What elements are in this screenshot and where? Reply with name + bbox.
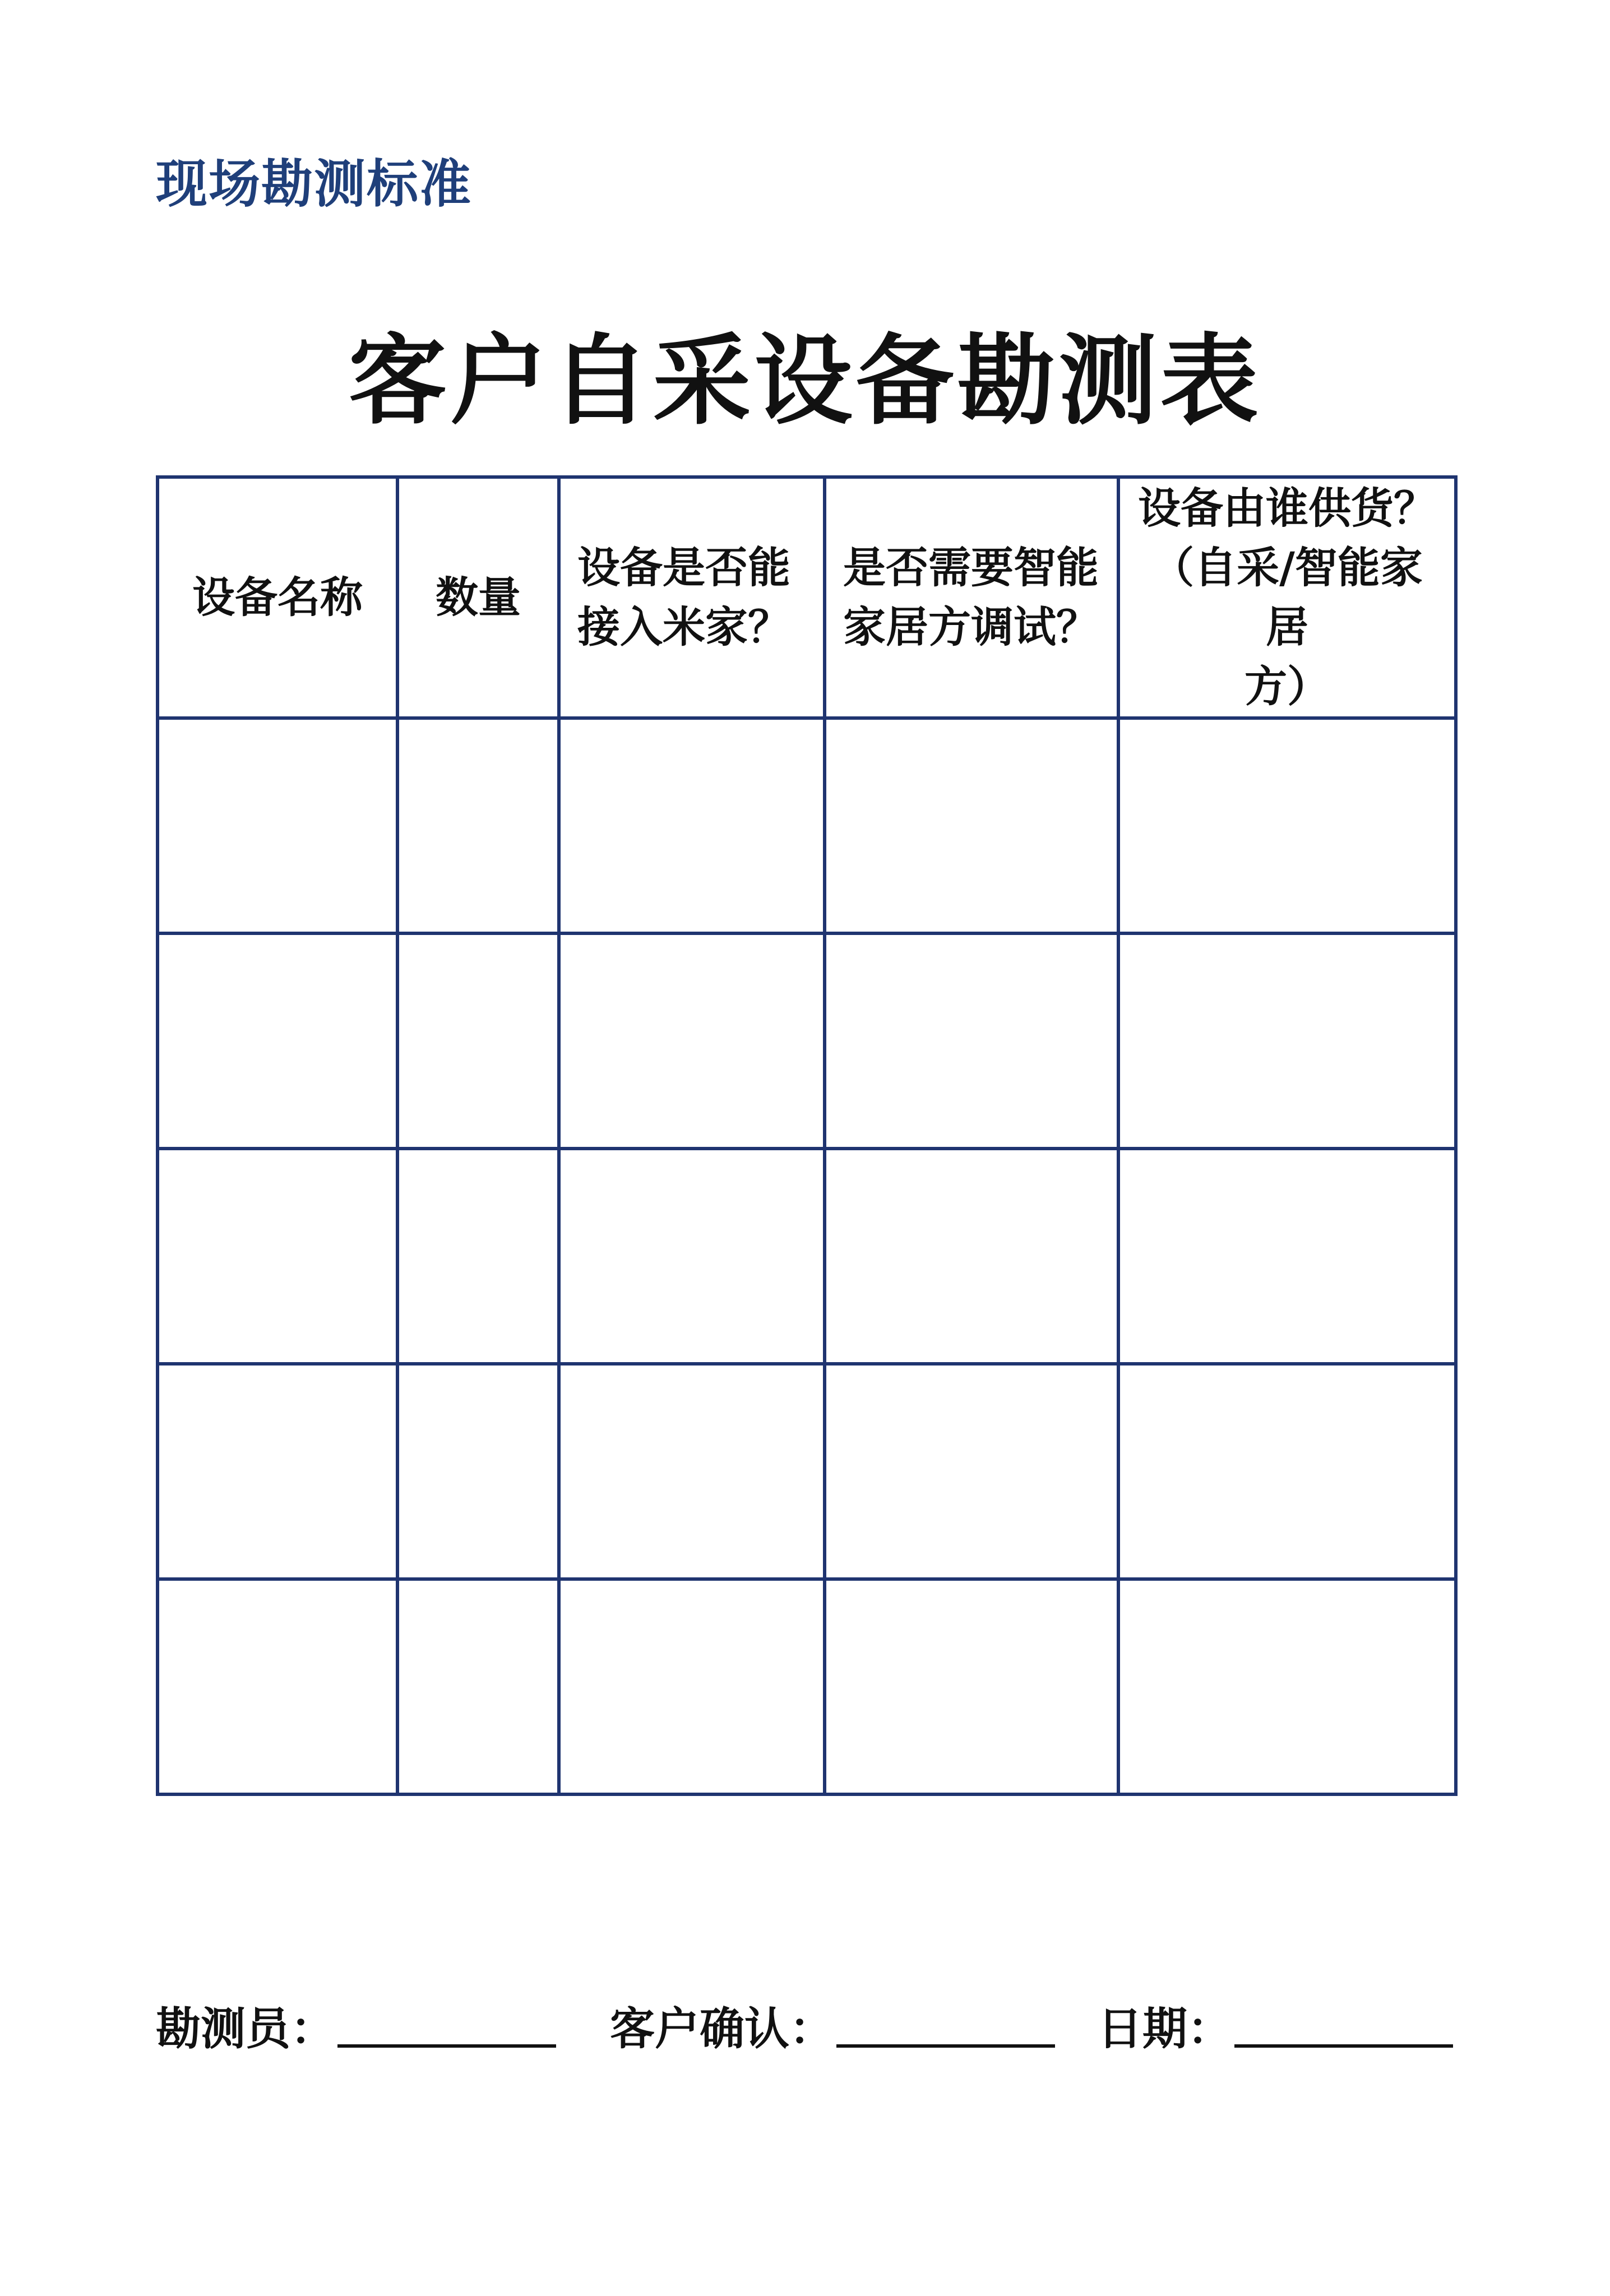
table-cell[interactable] — [1118, 933, 1456, 1149]
customer-confirm-field — [610, 1998, 1055, 2060]
signature-bar — [156, 1998, 1454, 2060]
table-cell[interactable] — [825, 1364, 1118, 1579]
column-header-line: 是否需要智能 — [843, 543, 1099, 592]
column-header-supplier — [1118, 477, 1456, 718]
table-cell[interactable] — [1118, 1579, 1456, 1794]
column-header-line: 家居方调试？ — [843, 602, 1099, 652]
table-row — [158, 718, 1456, 933]
table-cell[interactable] — [559, 933, 825, 1149]
date-field — [1098, 1998, 1453, 2060]
table-cell[interactable] — [397, 718, 559, 933]
column-header-needs-debugging — [825, 477, 1118, 718]
table-cell[interactable] — [559, 1149, 825, 1364]
surveyor-signature-line[interactable] — [337, 2044, 556, 2048]
table-cell[interactable] — [559, 718, 825, 933]
table-cell[interactable] — [825, 1579, 1118, 1794]
table-cell[interactable] — [1118, 1364, 1456, 1579]
column-header-quantity — [397, 477, 559, 718]
table-cell[interactable] — [1118, 1149, 1456, 1364]
column-header-label: 设备名称 — [192, 572, 363, 622]
table-cell[interactable] — [397, 933, 559, 1149]
table-cell[interactable] — [397, 1149, 559, 1364]
table-cell[interactable] — [397, 1364, 559, 1579]
table-cell[interactable] — [825, 718, 1118, 933]
table-cell[interactable] — [397, 1579, 559, 1794]
survey-table — [156, 475, 1458, 1796]
table-row — [158, 933, 1456, 1149]
table-cell[interactable] — [158, 1149, 397, 1364]
table-cell[interactable] — [158, 933, 397, 1149]
table-cell[interactable] — [825, 933, 1118, 1149]
table-header-row — [158, 477, 1456, 718]
table-row — [158, 1579, 1456, 1794]
header-label: 现场勘测标准 — [156, 154, 473, 214]
table-row — [158, 1364, 1456, 1579]
table-cell[interactable] — [825, 1149, 1118, 1364]
customer-confirm-signature-line[interactable] — [836, 2044, 1055, 2048]
table-cell[interactable] — [158, 1364, 397, 1579]
table-cell[interactable] — [158, 718, 397, 933]
table-cell[interactable] — [559, 1579, 825, 1794]
column-header-line: 设备由谁供货？ — [1138, 483, 1436, 533]
table-cell[interactable] — [559, 1364, 825, 1579]
surveyor-field — [156, 1998, 556, 2060]
date-label: 日期： — [1098, 2003, 1232, 2055]
column-header-label: 数量 — [436, 572, 521, 622]
column-header-line: 接入米家？ — [577, 602, 790, 652]
document-title: 客户自采设备勘测表 — [348, 325, 1262, 438]
customer-confirm-label: 客户确认： — [610, 2003, 834, 2055]
date-signature-line[interactable] — [1234, 2044, 1453, 2048]
surveyor-label: 勘测员： — [156, 2003, 335, 2055]
column-header-line: （自采/智能家居 — [1151, 543, 1423, 652]
column-header-line: 方） — [1244, 661, 1330, 711]
column-header-mijia-compatible — [559, 477, 825, 718]
table-row — [158, 1149, 1456, 1364]
column-header-device-name — [158, 477, 397, 718]
column-header-line: 设备是否能 — [577, 543, 790, 592]
table-cell[interactable] — [158, 1579, 397, 1794]
table-cell[interactable] — [1118, 718, 1456, 933]
